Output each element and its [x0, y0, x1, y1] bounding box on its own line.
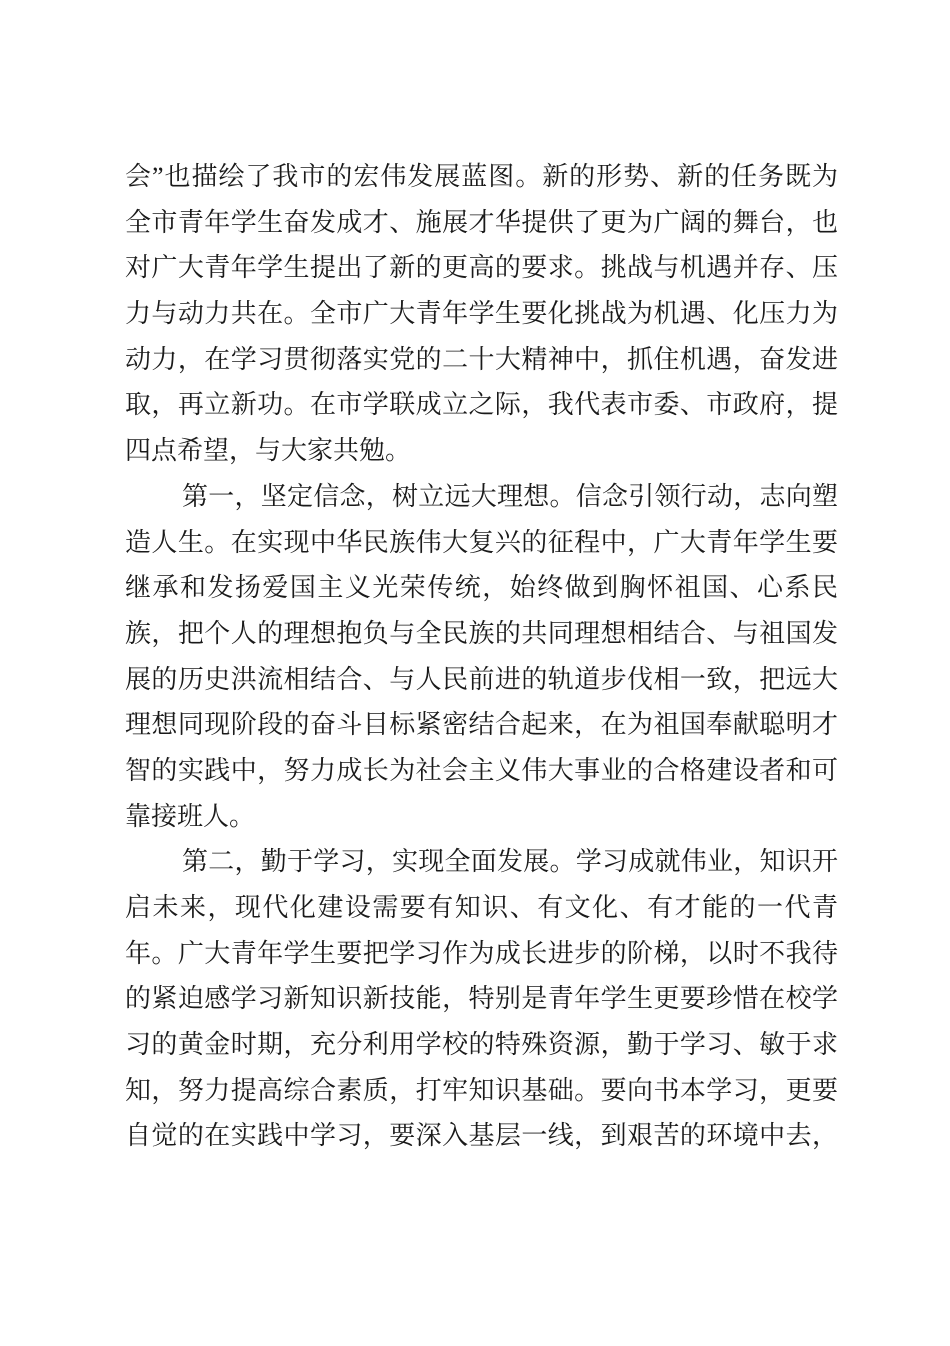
text-line: 动力，在学习贯彻落实党的二十大精神中，抓住机遇，奋发进: [125, 344, 838, 374]
document-body: [125, 154, 838, 1159]
text-line: 理想同现阶段的奋斗目标紧密结合起来，在为祖国奉献聪明才: [125, 710, 838, 740]
paragraph: [125, 474, 838, 840]
text-line: 年。广大青年学生要把学习作为成长进步的阶梯，以时不我待: [125, 938, 838, 968]
text-line: 造人生。在实现中华民族伟大复兴的征程中，广大青年学生要: [125, 527, 838, 557]
text-line: 对广大青年学生提出了新的更高的要求。挑战与机遇并存、压: [125, 253, 838, 283]
text-line: 第一，坚定信念，树立远大理想。信念引领行动，志向塑: [182, 481, 838, 511]
text-line: 的紧迫感学习新知识新技能，特别是青年学生更要珍惜在校学: [125, 984, 838, 1014]
text-line: 全市青年学生奋发成才、施展才华提供了更为广阔的舞台，也: [125, 207, 838, 237]
text-line: 力与动力共在。全市广大青年学生要化挑战为机遇、化压力为: [125, 299, 838, 329]
text-line: 四点希望，与大家共勉。: [125, 436, 412, 466]
text-line: 会”也描绘了我市的宏伟发展蓝图。新的形势、新的任务既为: [125, 162, 838, 191]
paragraph: [125, 154, 838, 474]
text-line: 智的实践中，努力成长为社会主义伟大事业的合格建设者和可: [125, 755, 838, 785]
text-line: 启未来，现代化建设需要有知识、有文化、有才能的一代青: [125, 893, 838, 922]
text-line: 展的历史洪流相结合、与人民前进的轨道步伐相一致，把远大: [125, 664, 838, 694]
text-line: 习的黄金时期，充分利用学校的特殊资源，勤于学习、敏于求: [125, 1030, 838, 1060]
text-line: 继承和发扬爱国主义光荣传统，始终做到胸怀祖国、心系民: [125, 573, 838, 603]
text-line: 自觉的在实践中学习，要深入基层一线，到艰苦的环境中去，: [125, 1121, 838, 1151]
paragraph: [125, 839, 838, 1159]
text-line: 族，把个人的理想抱负与全民族的共同理想相结合、与祖国发: [125, 618, 838, 648]
text-line: 靠接班人。: [125, 801, 256, 831]
text-line: 取，再立新功。在市学联成立之际，我代表市委、市政府，提: [125, 390, 838, 420]
text-line: 第二，勤于学习，实现全面发展。学习成就伟业，知识开: [182, 847, 838, 877]
text-line: 知，努力提高综合素质，打牢知识基础。要向书本学习，更要: [125, 1075, 838, 1105]
